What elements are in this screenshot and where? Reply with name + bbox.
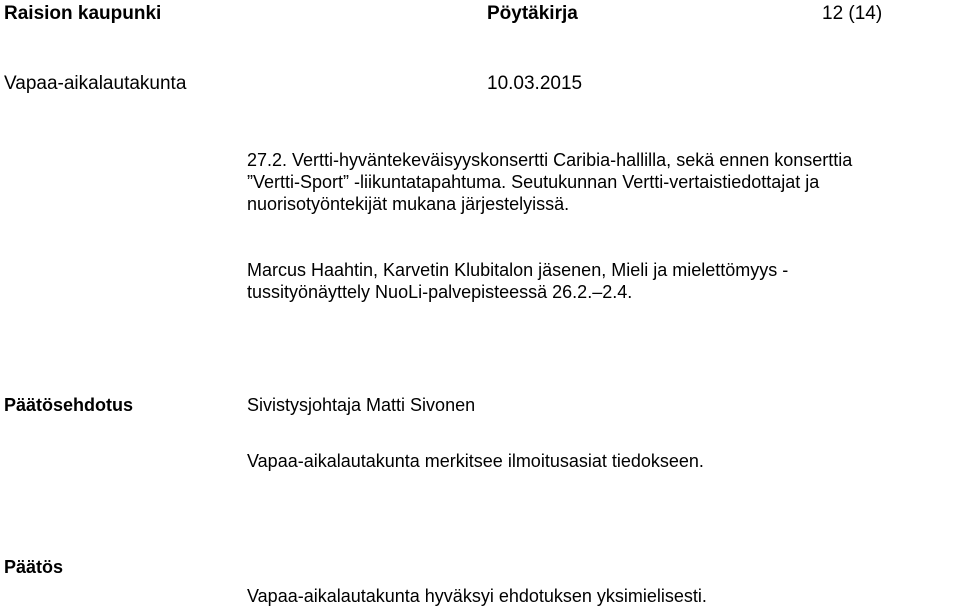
notice-line: tussityönäyttely NuoLi-palvepisteessä 26.2.–2.4. (247, 282, 633, 302)
notice-line: 27.2. Vertti-hyväntekeväisyyskonsertti Caribia-hallilla, sekä ennen konserttia (247, 150, 853, 170)
proposal-text: Vapaa-aikalautakunta merkitsee ilmoitusasiat tiedokseen. (247, 451, 704, 471)
proposal-label: Päätösehdotus (4, 395, 134, 415)
notice-line: Marcus Haahtin, Karvetin Klubitalon jäsenen, Mieli ja mielettömyys - (247, 260, 789, 280)
organization-name: Raision kaupunki (4, 3, 162, 24)
committee-name: Vapaa-aikalautakunta (4, 73, 187, 94)
document-type: Pöytäkirja (487, 3, 578, 24)
decision-text: Vapaa-aikalautakunta hyväksyi ehdotuksen yksimielisesti. (247, 586, 707, 606)
notice-line: nuorisotyöntekijät mukana järjestelyissä. (247, 194, 570, 214)
meeting-date: 10.03.2015 (487, 73, 583, 94)
decision-label: Päätös (4, 557, 64, 577)
proposal-presenter: Sivistysjohtaja Matti Sivonen (247, 395, 476, 415)
notice-item-concert (247, 149, 852, 215)
notice-item-exhibition (247, 259, 788, 303)
notice-line: ”Vertti-Sport” -liikuntatapahtuma. Seutukunnan Vertti-vertaistiedottajat ja (247, 172, 820, 192)
page-number: 12 (14) (822, 3, 883, 24)
